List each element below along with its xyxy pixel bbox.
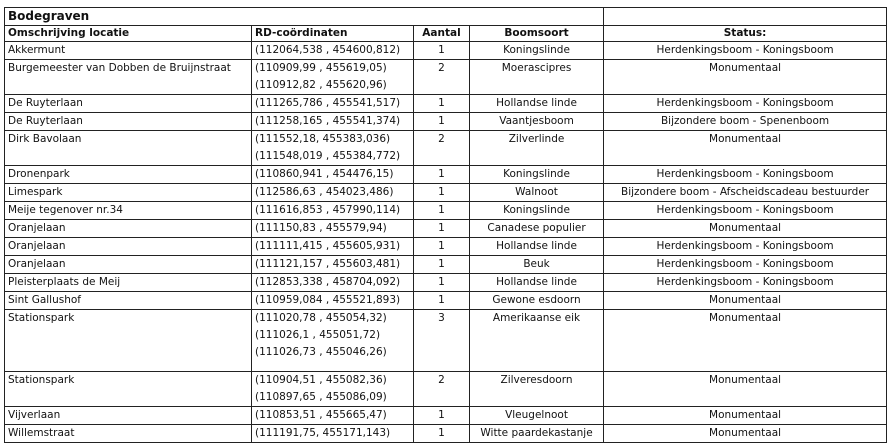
table-row [5,131,887,166]
cell-locatie: Pleisterplaats de Meij [5,274,252,292]
cell-coords [252,310,414,372]
cell-status: Monumentaal [604,407,887,425]
header-row [5,26,887,42]
cell-aantal: 1 [414,425,470,443]
table-row [5,292,887,310]
cell-soort: Canadese populier [470,220,604,238]
coordinate: (110897,65 , 455086,09) [255,391,387,403]
table-row [5,60,887,95]
table-row [5,256,887,274]
table-row [5,220,887,238]
cell-aantal: 1 [414,95,470,113]
cell-aantal: 1 [414,42,470,60]
table-title: Bodegraven [5,8,604,26]
cell-soort: Koningslinde [470,42,604,60]
header-status: Status: [604,26,887,42]
cell-locatie: Burgemeester van Dobben de Bruijnstraat [5,60,252,95]
cell-aantal: 1 [414,184,470,202]
cell-soort: Zilverlinde [470,131,604,166]
cell-soort: Gewone esdoorn [470,292,604,310]
cell-coords [252,220,414,238]
cell-soort: Vaantjesboom [470,113,604,131]
table-row [5,238,887,256]
cell-soort: Koningslinde [470,166,604,184]
cell-aantal: 1 [414,292,470,310]
cell-coords [252,238,414,256]
cell-status: Monumentaal [604,425,887,443]
cell-status: Herdenkingsboom - Koningsboom [604,166,887,184]
cell-coords [252,113,414,131]
cell-aantal: 1 [414,256,470,274]
cell-status: Monumentaal [604,310,887,372]
coordinate: (112586,63 , 454023,486) [255,186,394,198]
cell-locatie: Oranjelaan [5,238,252,256]
cell-aantal: 2 [414,60,470,95]
cell-status: Herdenkingsboom - Koningsboom [604,202,887,220]
cell-locatie: Meije tegenover nr.34 [5,202,252,220]
cell-status: Monumentaal [604,372,887,407]
cell-coords [252,202,414,220]
table-row [5,274,887,292]
title-row [5,8,887,26]
cell-coords [252,184,414,202]
coordinate: (111616,853 , 457990,114) [255,204,401,216]
table-row [5,113,887,131]
cell-locatie: Limespark [5,184,252,202]
cell-locatie: De Ruyterlaan [5,95,252,113]
cell-locatie: Oranjelaan [5,220,252,238]
cell-soort: Hollandse linde [470,95,604,113]
cell-coords [252,256,414,274]
cell-locatie: Vijverlaan [5,407,252,425]
cell-locatie: Sint Gallushof [5,292,252,310]
cell-soort: Moerascipres [470,60,604,95]
cell-locatie: Stationspark [5,310,252,372]
cell-locatie: Akkermunt [5,42,252,60]
header-soort: Boomsoort [470,26,604,42]
title-empty-cell [604,8,887,26]
cell-aantal: 3 [414,310,470,372]
cell-aantal: 1 [414,274,470,292]
table-row [5,202,887,220]
cell-soort: Hollandse linde [470,238,604,256]
cell-aantal: 2 [414,131,470,166]
table-row [5,184,887,202]
coordinate: (111552,18, 455383,036) [255,133,391,145]
cell-coords [252,95,414,113]
cell-coords [252,42,414,60]
cell-coords [252,166,414,184]
cell-status: Herdenkingsboom - Koningsboom [604,256,887,274]
cell-status: Monumentaal [604,131,887,166]
cell-soort: Witte paardekastanje [470,425,604,443]
coordinate: (111121,157 , 455603,481) [255,258,401,270]
coordinate: (110860,941 , 454476,15) [255,168,394,180]
coordinate: (112064,538 , 454600,812) [255,44,401,56]
coordinate: (111020,78 , 455054,32) [255,312,387,324]
coordinate: (111191,75, 455171,143) [255,427,391,439]
cell-soort: Koningslinde [470,202,604,220]
cell-locatie: Dirk Bavolaan [5,131,252,166]
cell-status: Monumentaal [604,292,887,310]
coordinate: (111026,1 , 455051,72) [255,329,381,341]
cell-aantal: 1 [414,238,470,256]
cell-soort: Amerikaanse eik [470,310,604,372]
coordinate: (112853,338 , 458704,092) [255,276,401,288]
header-coords: RD-coördinaten [252,26,414,42]
cell-soort: Zilveresdoorn [470,372,604,407]
cell-status: Monumentaal [604,220,887,238]
coordinate: (111026,73 , 455046,26) [255,346,387,358]
cell-aantal: 1 [414,202,470,220]
cell-status: Bijzondere boom - Afscheidscadeau bestuurder [604,184,887,202]
cell-coords [252,407,414,425]
cell-locatie: Dronenpark [5,166,252,184]
cell-status: Herdenkingsboom - Koningsboom [604,42,887,60]
cell-aantal: 1 [414,407,470,425]
table-row [5,95,887,113]
cell-coords [252,60,414,95]
cell-soort: Walnoot [470,184,604,202]
cell-coords [252,274,414,292]
cell-soort: Hollandse linde [470,274,604,292]
coordinate: (110959,084 , 455521,893) [255,294,401,306]
cell-aantal: 1 [414,166,470,184]
coordinate: (111258,165 , 455541,374) [255,115,401,127]
cell-status: Herdenkingsboom - Koningsboom [604,274,887,292]
coordinate: (111111,415 , 455605,931) [255,240,401,252]
cell-locatie: Stationspark [5,372,252,407]
cell-locatie: Oranjelaan [5,256,252,274]
cell-status: Herdenkingsboom - Koningsboom [604,95,887,113]
cell-locatie: Willemstraat [5,425,252,443]
coordinate: (110912,82 , 455620,96) [255,79,387,91]
cell-coords [252,131,414,166]
coordinate: (111265,786 , 455541,517) [255,97,401,109]
table-row [5,407,887,425]
cell-aantal: 1 [414,113,470,131]
coordinate: (110853,51 , 455665,47) [255,409,387,421]
cell-soort: Beuk [470,256,604,274]
coordinate: (111150,83 , 455579,94) [255,222,387,234]
coordinate: (110904,51 , 455082,36) [255,374,387,386]
cell-coords [252,425,414,443]
cell-status: Bijzondere boom - Spenenboom [604,113,887,131]
header-aantal: Aantal [414,26,470,42]
cell-locatie: De Ruyterlaan [5,113,252,131]
trees-table [4,7,887,443]
coordinate: (110909,99 , 455619,05) [255,62,387,74]
coordinate: (111548,019 , 455384,772) [255,150,401,162]
cell-aantal: 1 [414,220,470,238]
table-row [5,42,887,60]
cell-coords [252,292,414,310]
cell-status: Monumentaal [604,60,887,95]
cell-coords [252,372,414,407]
cell-status: Herdenkingsboom - Koningsboom [604,238,887,256]
header-locatie: Omschrijving locatie [5,26,252,42]
table-row [5,310,887,372]
table-row [5,166,887,184]
cell-soort: Vleugelnoot [470,407,604,425]
table-row [5,372,887,407]
cell-aantal: 2 [414,372,470,407]
table-row [5,425,887,443]
